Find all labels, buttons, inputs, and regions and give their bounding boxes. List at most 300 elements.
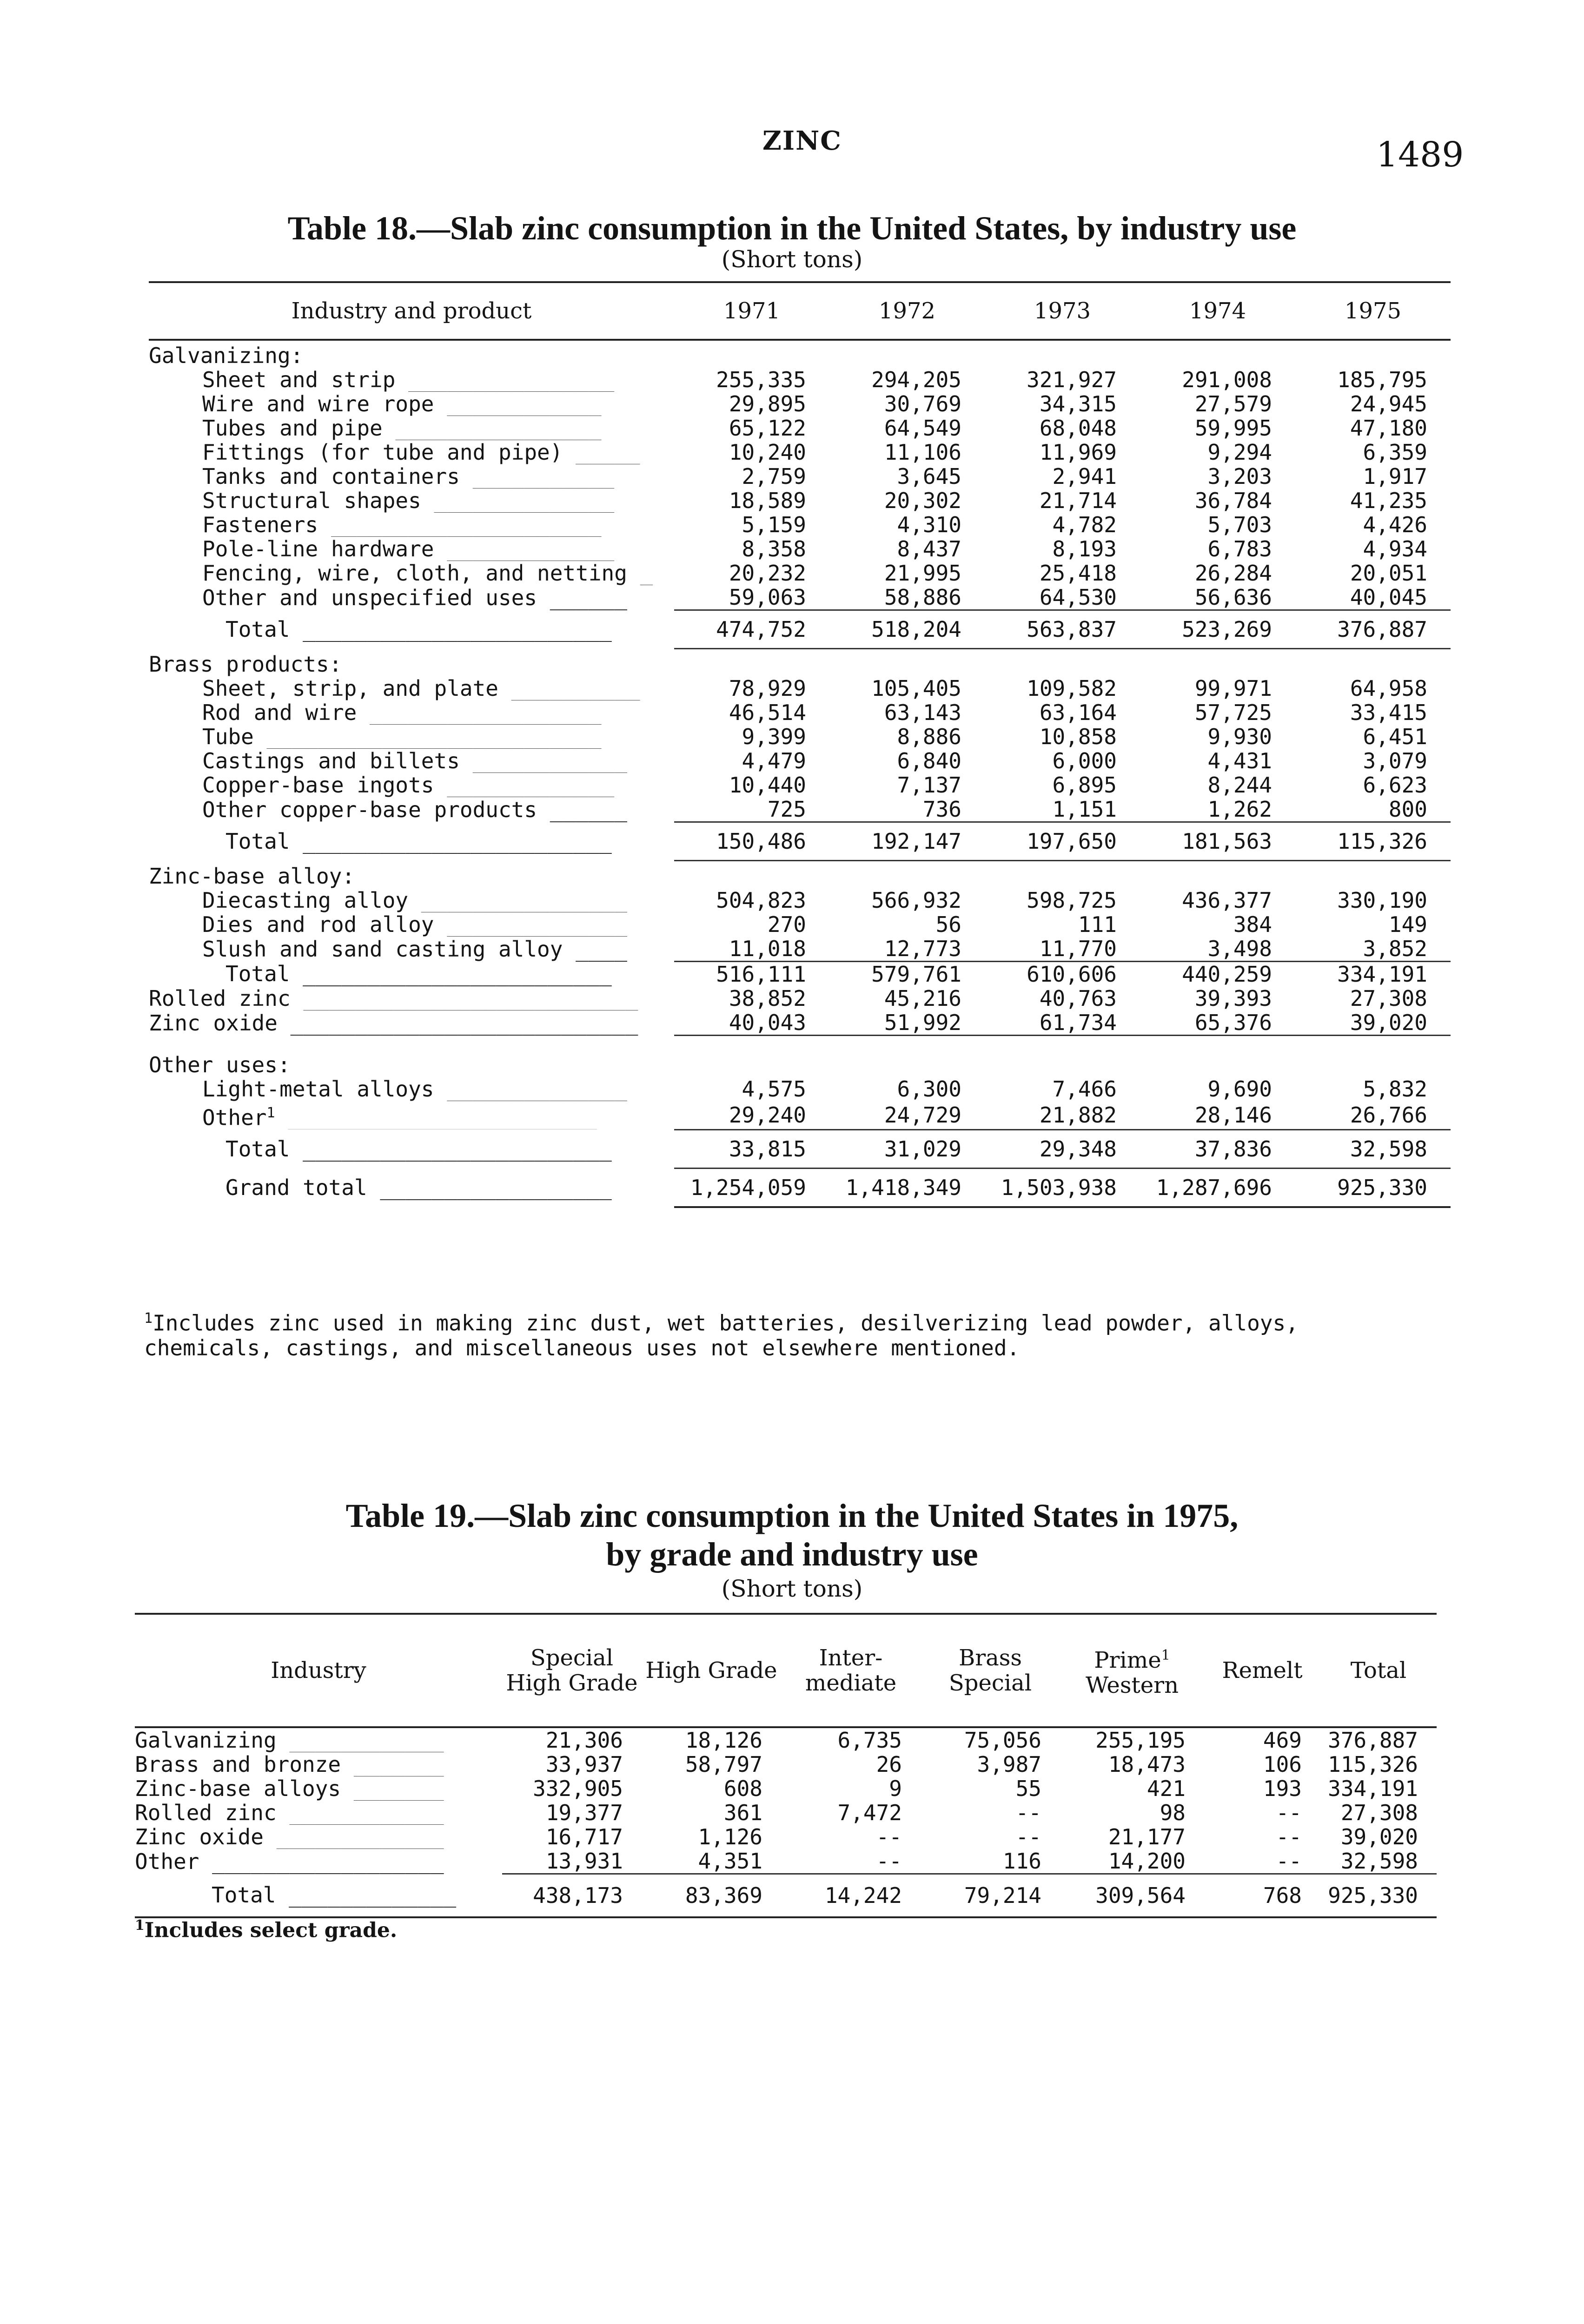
cell-value: 4,426 (1363, 513, 1427, 537)
cell-value: 504,823 (716, 888, 806, 912)
footnote-mark: 1 (1161, 1647, 1170, 1664)
row-label: Other copper-base products ______ (202, 797, 627, 822)
row-label: Zinc oxide _____________ (135, 1825, 444, 1849)
cell-value: 3,987 (977, 1752, 1041, 1776)
table19-footnote (135, 1917, 397, 1942)
cell-value: 436,377 (1182, 888, 1272, 912)
table-row (149, 700, 1451, 725)
cell-value: 3,498 (1140, 937, 1295, 962)
cell-value: 20,302 (884, 489, 961, 513)
table19-title (0, 1497, 1584, 1574)
cell-value: 51,992 (829, 1010, 985, 1036)
cell-value: 29,240 (674, 1101, 829, 1129)
table-row (149, 489, 1451, 513)
cell-value: 4,934 (1363, 537, 1427, 561)
table19-header-remelt: Remelt (1204, 1614, 1320, 1727)
table-row (149, 937, 1451, 962)
table18-header-year: 1972 (829, 282, 985, 340)
table-row (149, 464, 1451, 489)
table-row (149, 392, 1451, 416)
table19-header-high-grade: High Grade (642, 1614, 781, 1727)
table19-unit: (Short tons) (721, 1575, 863, 1602)
cell-value: 4,575 (742, 1077, 806, 1101)
cell-value: 149 (1388, 912, 1427, 937)
row-label: Other __________________ (135, 1849, 444, 1874)
table19-header-prime-western (1060, 1614, 1204, 1727)
cell-value: 59,995 (1194, 416, 1272, 440)
table-row (149, 676, 1451, 700)
row-label: Galvanizing ____________ (135, 1728, 444, 1752)
cell-value: 57,725 (1194, 700, 1272, 725)
cell-value: 9,690 (1207, 1077, 1272, 1101)
cell-value: 24,945 (1350, 392, 1427, 416)
cell-value: 65,376 (1140, 1010, 1295, 1036)
cell-value: 39,393 (1194, 986, 1272, 1010)
footnote-mark: 1 (266, 1105, 275, 1121)
cell-value: 321,927 (1027, 368, 1117, 392)
table18-header-year: 1975 (1295, 282, 1451, 340)
table-row (149, 749, 1451, 773)
cell-value: 26,766 (1295, 1101, 1451, 1129)
cell-value: 332,905 (533, 1776, 623, 1801)
total-value: 474,752 (674, 610, 829, 649)
cell-value: 6,783 (1207, 537, 1272, 561)
cell-value: 46,514 (729, 700, 806, 725)
grand-total-value: 1,418,349 (829, 1168, 985, 1207)
cell-value: 111 (1078, 912, 1117, 937)
cell-value: 39,020 (1295, 1010, 1451, 1036)
cell-value: 26,284 (1194, 561, 1272, 585)
table-row (149, 797, 1451, 822)
table19-header-special-high-grade: Special High Grade (502, 1614, 642, 1727)
cell-value: 55 (1015, 1776, 1041, 1801)
cell-value: 608 (723, 1776, 762, 1801)
total-label: Total ________________________ (225, 617, 612, 642)
table19-header-industry: Industry (135, 1614, 502, 1727)
total-value: 181,563 (1140, 822, 1295, 861)
table-row (149, 888, 1451, 912)
cell-value: 20,232 (729, 561, 806, 585)
cell-value: 64,549 (884, 416, 961, 440)
table-row (149, 416, 1451, 440)
total-value: 32,598 (1295, 1129, 1451, 1168)
footnote-text: Includes select grade. (144, 1918, 398, 1942)
cell-value: 294,205 (871, 368, 961, 392)
table18-header-year: 1971 (674, 282, 829, 340)
prime-label: Prime (1094, 1647, 1161, 1673)
cell-value: 58,797 (685, 1752, 762, 1776)
cell-value: 32,598 (1320, 1849, 1437, 1874)
section-heading: Zinc-base alloy: (149, 864, 355, 888)
cell-value: 16,717 (545, 1825, 623, 1849)
cell-value: 18,473 (1108, 1752, 1186, 1776)
cell-value: -- (876, 1825, 902, 1849)
cell-value: 11,106 (884, 440, 961, 464)
cell-value: 1,262 (1140, 797, 1295, 822)
cell-value: -- (1015, 1801, 1041, 1825)
table-row (149, 986, 1451, 1010)
cell-value: 11,018 (674, 937, 829, 962)
cell-value: 21,995 (884, 561, 961, 585)
cell-value: 64,530 (985, 585, 1140, 610)
total-value: 37,836 (1140, 1129, 1295, 1168)
cell-value: 47,180 (1350, 416, 1427, 440)
cell-value: 6,895 (1052, 773, 1117, 797)
cell-value: 11,770 (985, 937, 1140, 962)
total-label: Total ________________________ (225, 829, 612, 854)
cell-value: 2,759 (742, 464, 806, 489)
cell-value: 40,763 (1039, 986, 1117, 1010)
table-row (149, 1077, 1451, 1101)
cell-value: 27,579 (1194, 392, 1272, 416)
cell-value: 6,000 (1052, 749, 1117, 773)
cell-value: 10,858 (1039, 725, 1117, 749)
table19 (135, 1613, 1437, 1918)
table-row (135, 1752, 1437, 1776)
row-label: Diecasting alloy ________________ (202, 888, 627, 912)
cell-value: 78,929 (729, 676, 806, 700)
cell-value: 45,216 (884, 986, 961, 1010)
footnote-mark: 1 (144, 1310, 153, 1327)
cell-value: 63,143 (884, 700, 961, 725)
total-row (149, 1129, 1451, 1168)
cell-value: 6,735 (837, 1728, 902, 1752)
cell-value: 6,623 (1363, 773, 1427, 797)
total-row (149, 610, 1451, 649)
cell-value: 18,126 (685, 1728, 762, 1752)
row-label: Tanks and containers ___________ (202, 464, 615, 489)
total-value: 29,348 (985, 1129, 1140, 1168)
cell-value: 1,151 (985, 797, 1140, 822)
footnote-text: Includes zinc used in making zinc dust, wet batteries, desilverizing lead powder, alloys, chemicals, castings, and miscellaneous uses not elsewhere mentioned. (144, 1310, 1299, 1361)
table-row (135, 1801, 1437, 1825)
section-heading-row (149, 1050, 1451, 1077)
total-value: 334,191 (1337, 962, 1427, 986)
cell-value: 376,887 (1328, 1728, 1418, 1752)
cell-value: 21,306 (545, 1728, 623, 1752)
row-label: Slush and sand casting alloy ____ (202, 937, 627, 962)
row-label-dots: ________________________ (275, 1105, 597, 1130)
cell-value: 12,773 (829, 937, 985, 962)
table19-header-brass-special: Brass Special (921, 1614, 1060, 1727)
cell-value: 800 (1295, 797, 1451, 822)
cell-value: 98 (1160, 1801, 1186, 1825)
cell-value: 33,415 (1350, 700, 1427, 725)
total-value: 438,173 (502, 1874, 642, 1918)
cell-value: 14,200 (1060, 1849, 1204, 1874)
cell-value: 28,146 (1140, 1101, 1295, 1129)
table-row (149, 1010, 1451, 1036)
table-row (149, 368, 1451, 392)
cell-value: 7,466 (1052, 1077, 1117, 1101)
cell-value: 63,164 (1039, 700, 1117, 725)
cell-value: 3,645 (897, 464, 961, 489)
table19-title-line1: Table 19.—Slab zinc consumption in the United States in 1975, (345, 1497, 1239, 1534)
cell-value: 8,437 (897, 537, 961, 561)
cell-value: 39,020 (1340, 1825, 1418, 1849)
cell-value: 255,195 (1095, 1728, 1186, 1752)
total-value: 33,815 (674, 1129, 829, 1168)
cell-value: 566,932 (871, 888, 961, 912)
cell-value: 105,405 (871, 676, 961, 700)
cell-value: 291,008 (1182, 368, 1272, 392)
cell-value: 8,886 (897, 725, 961, 749)
cell-value: 99,971 (1194, 676, 1272, 700)
total-row (149, 822, 1451, 861)
cell-value: 41,235 (1350, 489, 1427, 513)
cell-value: 9 (889, 1776, 902, 1801)
cell-value: 40,043 (674, 1010, 829, 1036)
cell-value: 11,969 (1039, 440, 1117, 464)
cell-value: 4,782 (1052, 513, 1117, 537)
table18-title: Table 18.—Slab zinc consumption in the United States, by industry use (287, 210, 1297, 247)
section-heading-row (149, 649, 1451, 677)
cell-value: 4,310 (897, 513, 961, 537)
cell-value: 21,882 (985, 1101, 1140, 1129)
table18-header-year: 1974 (1140, 282, 1295, 340)
table-row (135, 1776, 1437, 1801)
cell-value: 384 (1233, 912, 1272, 937)
table19-title-line2: by grade and industry use (606, 1535, 978, 1573)
table18-unit: (Short tons) (721, 246, 863, 273)
table-row (149, 912, 1451, 937)
table-row (135, 1727, 1437, 1752)
total-value: 192,147 (829, 822, 985, 861)
table18-header-year: 1973 (985, 282, 1140, 340)
grand-total-label: Grand total __________________ (225, 1175, 612, 1201)
cell-value: 6,451 (1363, 725, 1427, 749)
row-label: Copper-base ingots _____________ (202, 773, 615, 797)
cell-value: 8,358 (742, 537, 806, 561)
cell-value: 185,795 (1337, 368, 1427, 392)
cell-value: 68,048 (1039, 416, 1117, 440)
cell-value: 18,589 (729, 489, 806, 513)
cell-value: 21,714 (1039, 489, 1117, 513)
cell-value: 56,636 (1140, 585, 1295, 610)
cell-value: 106 (1263, 1752, 1302, 1776)
row-label: Wire and wire rope ____________ (202, 392, 602, 416)
cell-value: 725 (674, 797, 829, 822)
cell-value: 4,479 (742, 749, 806, 773)
cell-value: 469 (1263, 1728, 1302, 1752)
cell-value: 116 (921, 1849, 1060, 1874)
cell-value: 421 (1147, 1776, 1186, 1801)
cell-value: 40,045 (1295, 585, 1451, 610)
table-row (149, 1101, 1451, 1129)
cell-value: 61,734 (985, 1010, 1140, 1036)
total-value: 440,259 (1182, 962, 1272, 986)
cell-value: -- (1276, 1825, 1302, 1849)
section-heading: Galvanizing: (149, 343, 304, 368)
table-row (135, 1849, 1437, 1874)
row-label: Dies and rod alloy ______________ (202, 912, 627, 937)
cell-value: -- (1015, 1825, 1041, 1849)
row-label: Zinc oxide ___________________________ (149, 1010, 638, 1036)
row-label: Sheet and strip ________________ (202, 368, 615, 392)
cell-value: 193 (1263, 1776, 1302, 1801)
cell-value: 56 (935, 912, 961, 937)
total-value: 768 (1204, 1874, 1320, 1918)
table-row (149, 561, 1451, 585)
cell-value: 6,840 (897, 749, 961, 773)
cell-value: 3,852 (1295, 937, 1451, 962)
cell-value: 9,399 (742, 725, 806, 749)
total-value: 79,214 (921, 1874, 1060, 1918)
row-label (149, 1101, 674, 1129)
total-value: 563,837 (985, 610, 1140, 649)
table-row (149, 513, 1451, 537)
cell-value: 9,294 (1207, 440, 1272, 464)
page-number: 1489 (1376, 135, 1464, 175)
section-heading: Brass products: (149, 652, 342, 676)
row-label: Rod and wire __________________ (202, 700, 602, 725)
cell-value: 3,079 (1363, 749, 1427, 773)
total-value: 31,029 (829, 1129, 985, 1168)
grand-total-value: 925,330 (1295, 1168, 1451, 1207)
total-value: 579,761 (871, 962, 961, 986)
cell-value: 33,937 (545, 1752, 623, 1776)
cell-value: 59,063 (674, 585, 829, 610)
grand-total-value: 1,503,938 (985, 1168, 1140, 1207)
row-label: Tube __________________________ (202, 725, 602, 749)
cell-value: 5,832 (1363, 1077, 1427, 1101)
row-label: Pole-line hardware _____________ (202, 537, 615, 561)
cell-value: 3,203 (1207, 464, 1272, 489)
row-label: Tubes and pipe ________________ (202, 416, 602, 440)
cell-value: 5,703 (1207, 513, 1272, 537)
table18-footnote (144, 1306, 1437, 1360)
cell-value: 4,351 (642, 1849, 781, 1874)
total-value: 610,606 (1027, 962, 1117, 986)
western-label: Western (1085, 1672, 1179, 1698)
table-row (149, 537, 1451, 561)
total-label: Total _____________ (135, 1874, 502, 1918)
row-label: Structural shapes ______________ (202, 489, 615, 513)
cell-value: 34,315 (1039, 392, 1117, 416)
total-value: 523,269 (1140, 610, 1295, 649)
total-value: 376,887 (1295, 610, 1451, 649)
cell-value: 26 (876, 1752, 902, 1776)
cell-value: 8,193 (1052, 537, 1117, 561)
total-value: 516,111 (716, 962, 806, 986)
row-label-text: Other (202, 1105, 267, 1130)
table19-header-row (135, 1614, 1437, 1727)
row-label: Fasteners _____________________ (202, 513, 602, 537)
table19-header-intermediate: Inter-mediate (781, 1614, 921, 1727)
cell-value: 58,886 (829, 585, 985, 610)
cell-value: 25,418 (1039, 561, 1117, 585)
cell-value: -- (781, 1849, 921, 1874)
table-row (149, 725, 1451, 749)
cell-value: 75,056 (964, 1728, 1041, 1752)
cell-value: 13,931 (502, 1849, 642, 1874)
cell-value: -- (1276, 1801, 1302, 1825)
table-row (149, 585, 1451, 610)
row-label: Rolled zinc __________________________ (149, 986, 638, 1010)
cell-value: 21,177 (1108, 1825, 1186, 1849)
cell-value: 1,917 (1363, 464, 1427, 489)
total-value: 309,564 (1060, 1874, 1204, 1918)
cell-value: 30,769 (884, 392, 961, 416)
cell-value: 334,191 (1328, 1776, 1418, 1801)
cell-value: 8,244 (1207, 773, 1272, 797)
row-label: Rolled zinc ____________ (135, 1801, 444, 1825)
section-heading-row (149, 861, 1451, 889)
row-label: Sheet, strip, and plate __________ (202, 676, 640, 700)
row-label: Other and unspecified uses ______ (202, 585, 627, 610)
cell-value: 255,335 (716, 368, 806, 392)
table-row (135, 1825, 1437, 1849)
table-row (149, 440, 1451, 464)
total-label: Total ________________________ (225, 961, 612, 986)
table-row (149, 773, 1451, 797)
row-label: Brass and bronze _______ (135, 1752, 444, 1776)
cell-value: 4,431 (1207, 749, 1272, 773)
cell-value: 736 (829, 797, 985, 822)
cell-value: 6,359 (1363, 440, 1427, 464)
spacer-row (149, 1036, 1451, 1050)
table18-header-industry: Industry and product (149, 282, 674, 340)
total-value: 150,486 (674, 822, 829, 861)
total-row (149, 962, 1451, 987)
cell-value: 27,308 (1350, 986, 1427, 1010)
cell-value: 361 (723, 1801, 762, 1825)
total-value: 197,650 (985, 822, 1140, 861)
footnote-mark: 1 (135, 1917, 145, 1934)
table18 (149, 281, 1451, 1208)
row-label: Zinc-base alloys _______ (135, 1776, 444, 1801)
cell-value: 27,308 (1340, 1801, 1418, 1825)
cell-value: -- (1204, 1849, 1320, 1874)
cell-value: 19,377 (545, 1801, 623, 1825)
row-label: Light-metal alloys ______________ (202, 1077, 627, 1101)
running-head: ZINC (762, 125, 842, 156)
spacer-cell (149, 1036, 1451, 1050)
cell-value: 5,159 (742, 513, 806, 537)
cell-value: 7,137 (897, 773, 961, 797)
row-label: Castings and billets ____________ (202, 749, 627, 773)
cell-value: 6,300 (897, 1077, 961, 1101)
grand-total-value: 1,254,059 (674, 1168, 829, 1207)
cell-value: 29,895 (729, 392, 806, 416)
total-value: 14,242 (781, 1874, 921, 1918)
cell-value: 330,190 (1337, 888, 1427, 912)
grand-total-value: 1,287,696 (1140, 1168, 1295, 1207)
cell-value: 64,958 (1350, 676, 1427, 700)
section-heading: Other uses: (149, 1052, 291, 1077)
row-label: Fencing, wire, cloth, and netting _ (202, 561, 653, 585)
total-value: 115,326 (1295, 822, 1451, 861)
cell-value: 270 (767, 912, 806, 937)
cell-value: 20,051 (1350, 561, 1427, 585)
cell-value: 1,126 (698, 1825, 762, 1849)
cell-value: 36,784 (1194, 489, 1272, 513)
total-row (135, 1874, 1437, 1918)
total-value: 518,204 (829, 610, 985, 649)
cell-value: 65,122 (729, 416, 806, 440)
cell-value: 2,941 (1052, 464, 1117, 489)
grand-total-row (149, 1168, 1451, 1207)
total-value: 83,369 (642, 1874, 781, 1918)
cell-value: 109,582 (1027, 676, 1117, 700)
table18-header-row (149, 282, 1451, 340)
cell-value: 10,440 (729, 773, 806, 797)
section-heading-row (149, 340, 1451, 368)
table19-header-total: Total (1320, 1614, 1437, 1727)
cell-value: 38,852 (729, 986, 806, 1010)
total-label: Total ________________________ (225, 1136, 612, 1162)
cell-value: 598,725 (1027, 888, 1117, 912)
